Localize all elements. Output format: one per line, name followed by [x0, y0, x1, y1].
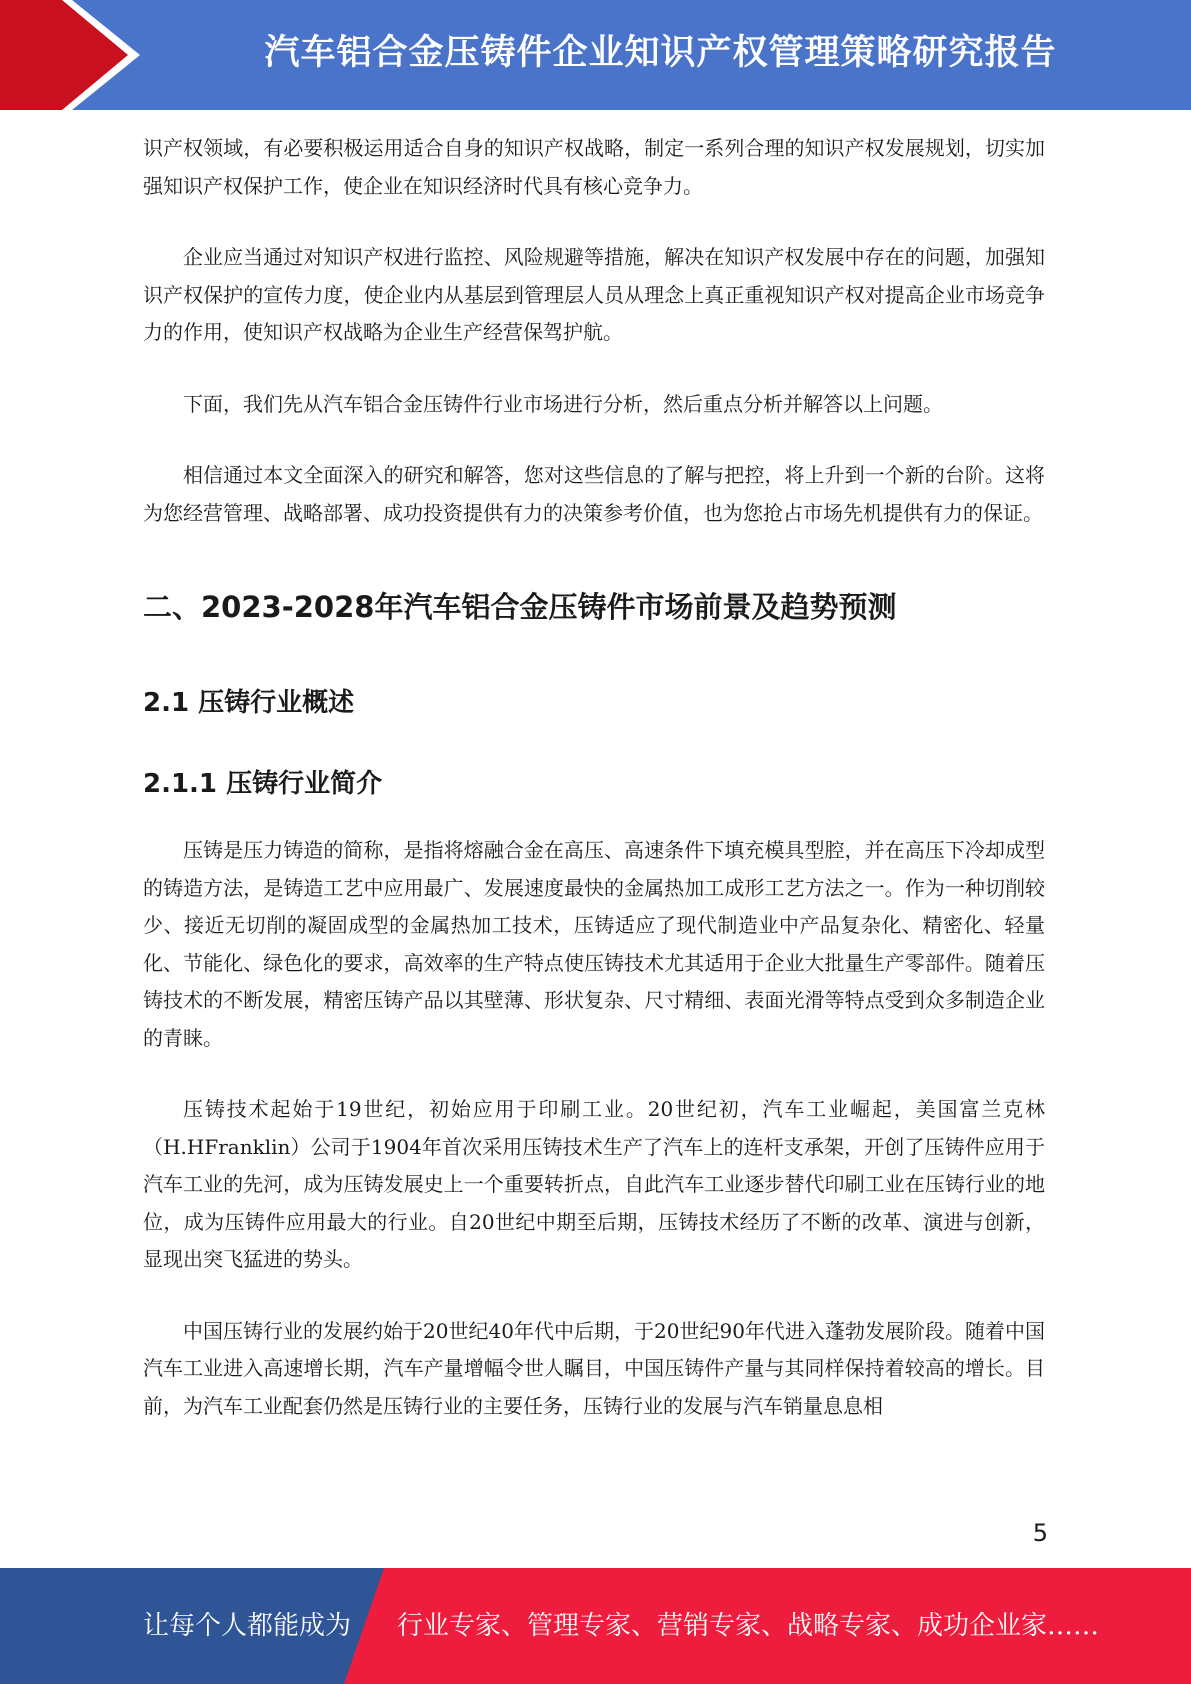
paragraph: 识产权领域，有必要积极运用适合自身的知识产权战略，制定一系列合理的知识产权发展规划，切实加强知识产权保护工作，使企业在知识经济时代具有核心竞争力。 [143, 136, 1045, 198]
paragraph: 下面，我们先从汽车铝合金压铸件行业市场进行分析，然后重点分析并解答以上问题。 [183, 391, 943, 416]
paragraph: 压铸技术起始于19世纪，初始应用于印刷工业。20世纪初，汽车工业崛起，美国富兰克林（H.HFranklin）公司于1904年首次采用压铸技术生产了汽车上的连杆支承架，开创了压铸件应用于汽车工业的先河，成为压铸发展史上一个重要转折点，自此汽车工业逐步替代印刷工业在压铸行业的地位，成为压铸件应用最大的行业。自20世纪中期至后期，压铸技术经历了不断的改革、演进与创新，显现出突飞猛进的势头。 [143, 1097, 1045, 1271]
page-header [0, 0, 1191, 110]
page-footer [0, 1568, 1191, 1684]
footer-slogan-right: 行业专家、管理专家、营销专家、战略专家、成功企业家…… [397, 1611, 1100, 1641]
paragraph: 相信通过本文全面深入的研究和解答，您对这些信息的了解与把控，将上升到一个新的台阶。这将为您经营管理、战略部署、成功投资提供有力的决策参考价值，也为您抢占市场先机提供有力的保证。 [143, 463, 1045, 525]
section-heading: 二、2023-2028年汽车铝合金压铸件市场前景及趋势预测 [143, 590, 897, 624]
subsection-heading: 2.1 压铸行业概述 [143, 688, 355, 718]
subsubsection-heading: 2.1.1 压铸行业简介 [143, 769, 383, 799]
paragraph: 中国压铸行业的发展约始于20世纪40年代中后期，于20世纪90年代进入蓬勃发展阶段。随着中国汽车工业进入高速增长期，汽车产量增幅令世人瞩目，中国压铸件产量与其同样保持着较高的增长。目前，为汽车工业配套仍然是压铸行业的主要任务，压铸行业的发展与汽车销量息息相 [143, 1318, 1045, 1418]
header-title: 汽车铝合金压铸件企业知识产权管理策略研究报告 [264, 33, 1057, 73]
footer-slogan-left: 让每个人都能成为 [143, 1611, 352, 1641]
document-body [143, 130, 1045, 1425]
paragraph: 企业应当通过对知识产权进行监控、风险规避等措施，解决在知识产权发展中存在的问题，加强知识产权保护的宣传力度，使企业内从基层到管理层人员从理念上真正重视知识产权对提高企业市场竞争力的作用，使知识产权战略为企业生产经营保驾护航。 [143, 245, 1045, 344]
paragraph: 压铸是压力铸造的简称，是指将熔融合金在高压、高速条件下填充模具型腔，并在高压下冷却成型的铸造方法，是铸造工艺中应用最广、发展速度最快的金属热加工成形工艺方法之一。作为一种切削较少、接近无切削的凝固成型的金属热加工技术，压铸适应了现代制造业中产品复杂化、精密化、轻量化、节能化、绿色化的要求，高效率的生产特点使压铸技术尤其适用于企业大批量生产零部件。随着压铸技术的不断发展，精密压铸产品以其壁薄、形状复杂、尺寸精细、表面光滑等特点受到众多制造企业的青睐。 [143, 838, 1045, 1050]
page-number: 5 [1032, 1519, 1048, 1547]
